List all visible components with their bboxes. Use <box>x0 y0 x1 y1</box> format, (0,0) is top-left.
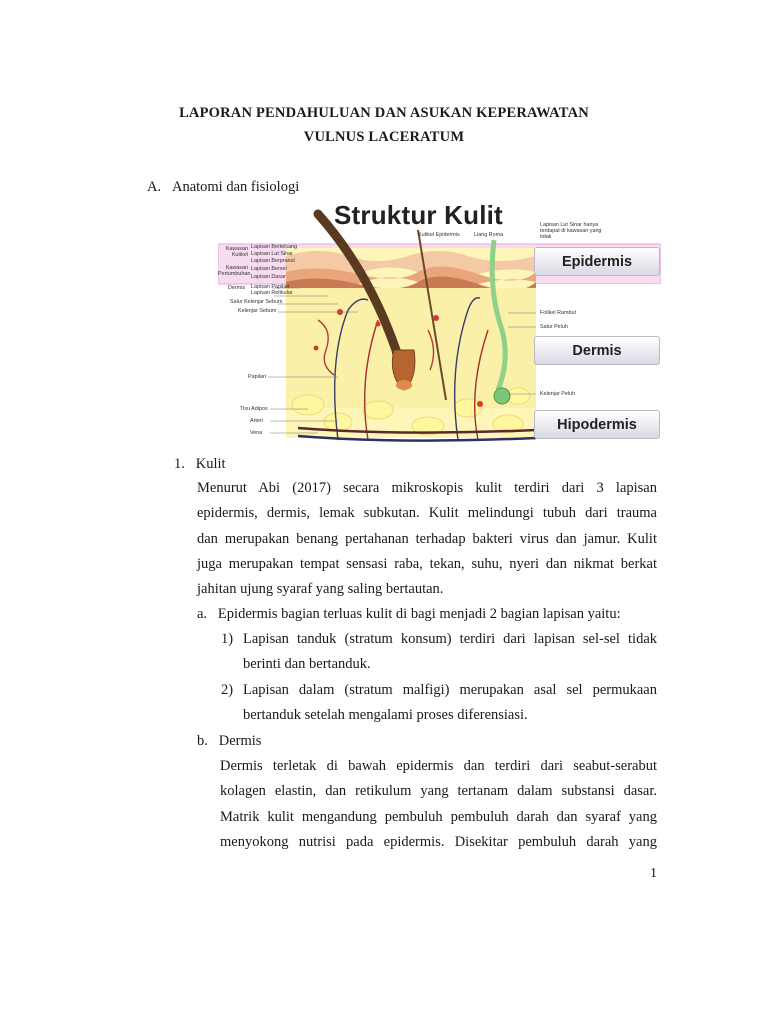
page-number: 1 <box>650 866 657 881</box>
label-lapisan-dasar: Lapisan Dasar <box>251 274 286 280</box>
section-heading-a: A. Anatomi dan fisiologi <box>147 179 300 195</box>
label-lapisan-note: Lapisan Lut Sinar hanya terdapat di kawasan yang tidak <box>540 222 602 240</box>
label-kawasan-pertumbuhan: Kawasan Pertumbuhan <box>218 265 251 277</box>
label-papilari: Papilari <box>248 374 266 380</box>
label-lapisan-retikular: Lapisan Retikular <box>251 290 293 296</box>
label-vena: Vena <box>250 430 263 436</box>
label-salur-kelenjar-sebum: Salur Kelenjar Sebum <box>230 299 283 305</box>
paragraph-line: dan merupakan benang pertahanan terhadap bakteri virus dan jamur. Kulit <box>197 530 657 547</box>
layer-label-dermis: Dermis <box>534 336 660 365</box>
paragraph-line: berinti dan bertanduk. <box>243 656 371 673</box>
layer-label-epidermis: Epidermis <box>534 247 660 276</box>
label-folikel-rambut: Folikel Rambut <box>540 310 576 316</box>
label-salur-peluh: Salur Peluh <box>540 324 568 330</box>
label-kelenjar-sebum: Kelenjar Sebum <box>238 308 277 314</box>
item-1-heading: 1. Kulit <box>174 456 226 472</box>
label-liang-roma: Liang Roma <box>474 232 504 238</box>
paragraph-line: menyokong nutrisi pada epidermis. Disekitar pembuluh darah yang <box>220 833 657 850</box>
paragraph-line: epidermis, dermis, lemak subkutan. Kulit melindungi tubuh dari trauma <box>197 505 657 522</box>
label-tisu-adipos: Tisu Adipos <box>240 406 268 412</box>
layer-label-hipodermis: Hipodermis <box>534 410 660 439</box>
paragraph-line: Lapisan dalam (stratum malfigi) merupakan asal sel permukaan <box>243 682 657 698</box>
label-arteri: Arteri <box>250 418 263 424</box>
label-lapisan-bersel: Lapisan Bersel <box>251 266 287 272</box>
label-lapisan-lut-sinar: Lapisan Lut Sinar <box>251 251 293 257</box>
paragraph-line: Lapisan tanduk (stratum konsum) terdiri dari lapisan sel-sel tidak <box>243 631 657 647</box>
sub-1-paragraph <box>243 627 657 678</box>
label-kelenjar-peluh: Kelenjar Peluh <box>540 391 576 397</box>
label-lapisan-berpranul: Lapisan Berpranul <box>251 258 295 264</box>
item-a-heading: a. Epidermis bagian terluas kulit di bagi menjadi 2 bagian lapisan yaitu: <box>197 606 621 622</box>
label-kawasan-kutikel: Kawasan Kutikel <box>225 246 248 258</box>
sub-1-number: 1) <box>221 631 234 647</box>
item-1-paragraph <box>197 476 657 602</box>
doc-title-line2: VULNUS LACERATUM <box>303 129 465 145</box>
item-b-heading: b. Dermis <box>197 733 262 749</box>
paragraph-line: Dermis terletak di bawah epidermis dan terdiri dari seabut-serabut <box>220 758 657 774</box>
label-lapisan-bertelcang: Lapisan Bertelcang <box>251 244 298 250</box>
item-b-paragraph <box>220 754 657 855</box>
paragraph-line: juga merupakan tempat sensasi raba, tekan, suhu, nyeri dan nikmat berkat <box>197 555 657 572</box>
paragraph-line: bertanduk setelah mengalami proses diferensiasi. <box>243 707 528 724</box>
label-lapisan-papilari: Lapisan Papilari <box>251 284 290 290</box>
figure-title: Struktur Kulit <box>334 200 503 230</box>
paragraph-line: Matrik kulit mengandung pembuluh pembuluh darah dan syaraf yang <box>220 808 657 825</box>
paragraph-line: jahitan ujung syaraf yang saling bertautan. <box>197 581 444 598</box>
paragraph-line: kolagen elastin, dan retikulum yang tertanam dalam substansi dasar. <box>220 783 657 800</box>
sub-2-number: 2) <box>221 682 234 698</box>
label-kutikel-epidermis: Kutikel Epidermis <box>418 232 460 238</box>
sub-2-paragraph <box>243 678 657 729</box>
label-dermis: Dermis <box>228 285 246 291</box>
doc-title-line1: LAPORAN PENDAHULUAN DAN ASUKAN KEPERAWATAN <box>179 105 589 121</box>
skin-structure-figure <box>218 200 661 445</box>
paragraph-line: Menurut Abi (2017) secara mikroskopis kulit terdiri dari 3 lapisan <box>197 480 657 496</box>
